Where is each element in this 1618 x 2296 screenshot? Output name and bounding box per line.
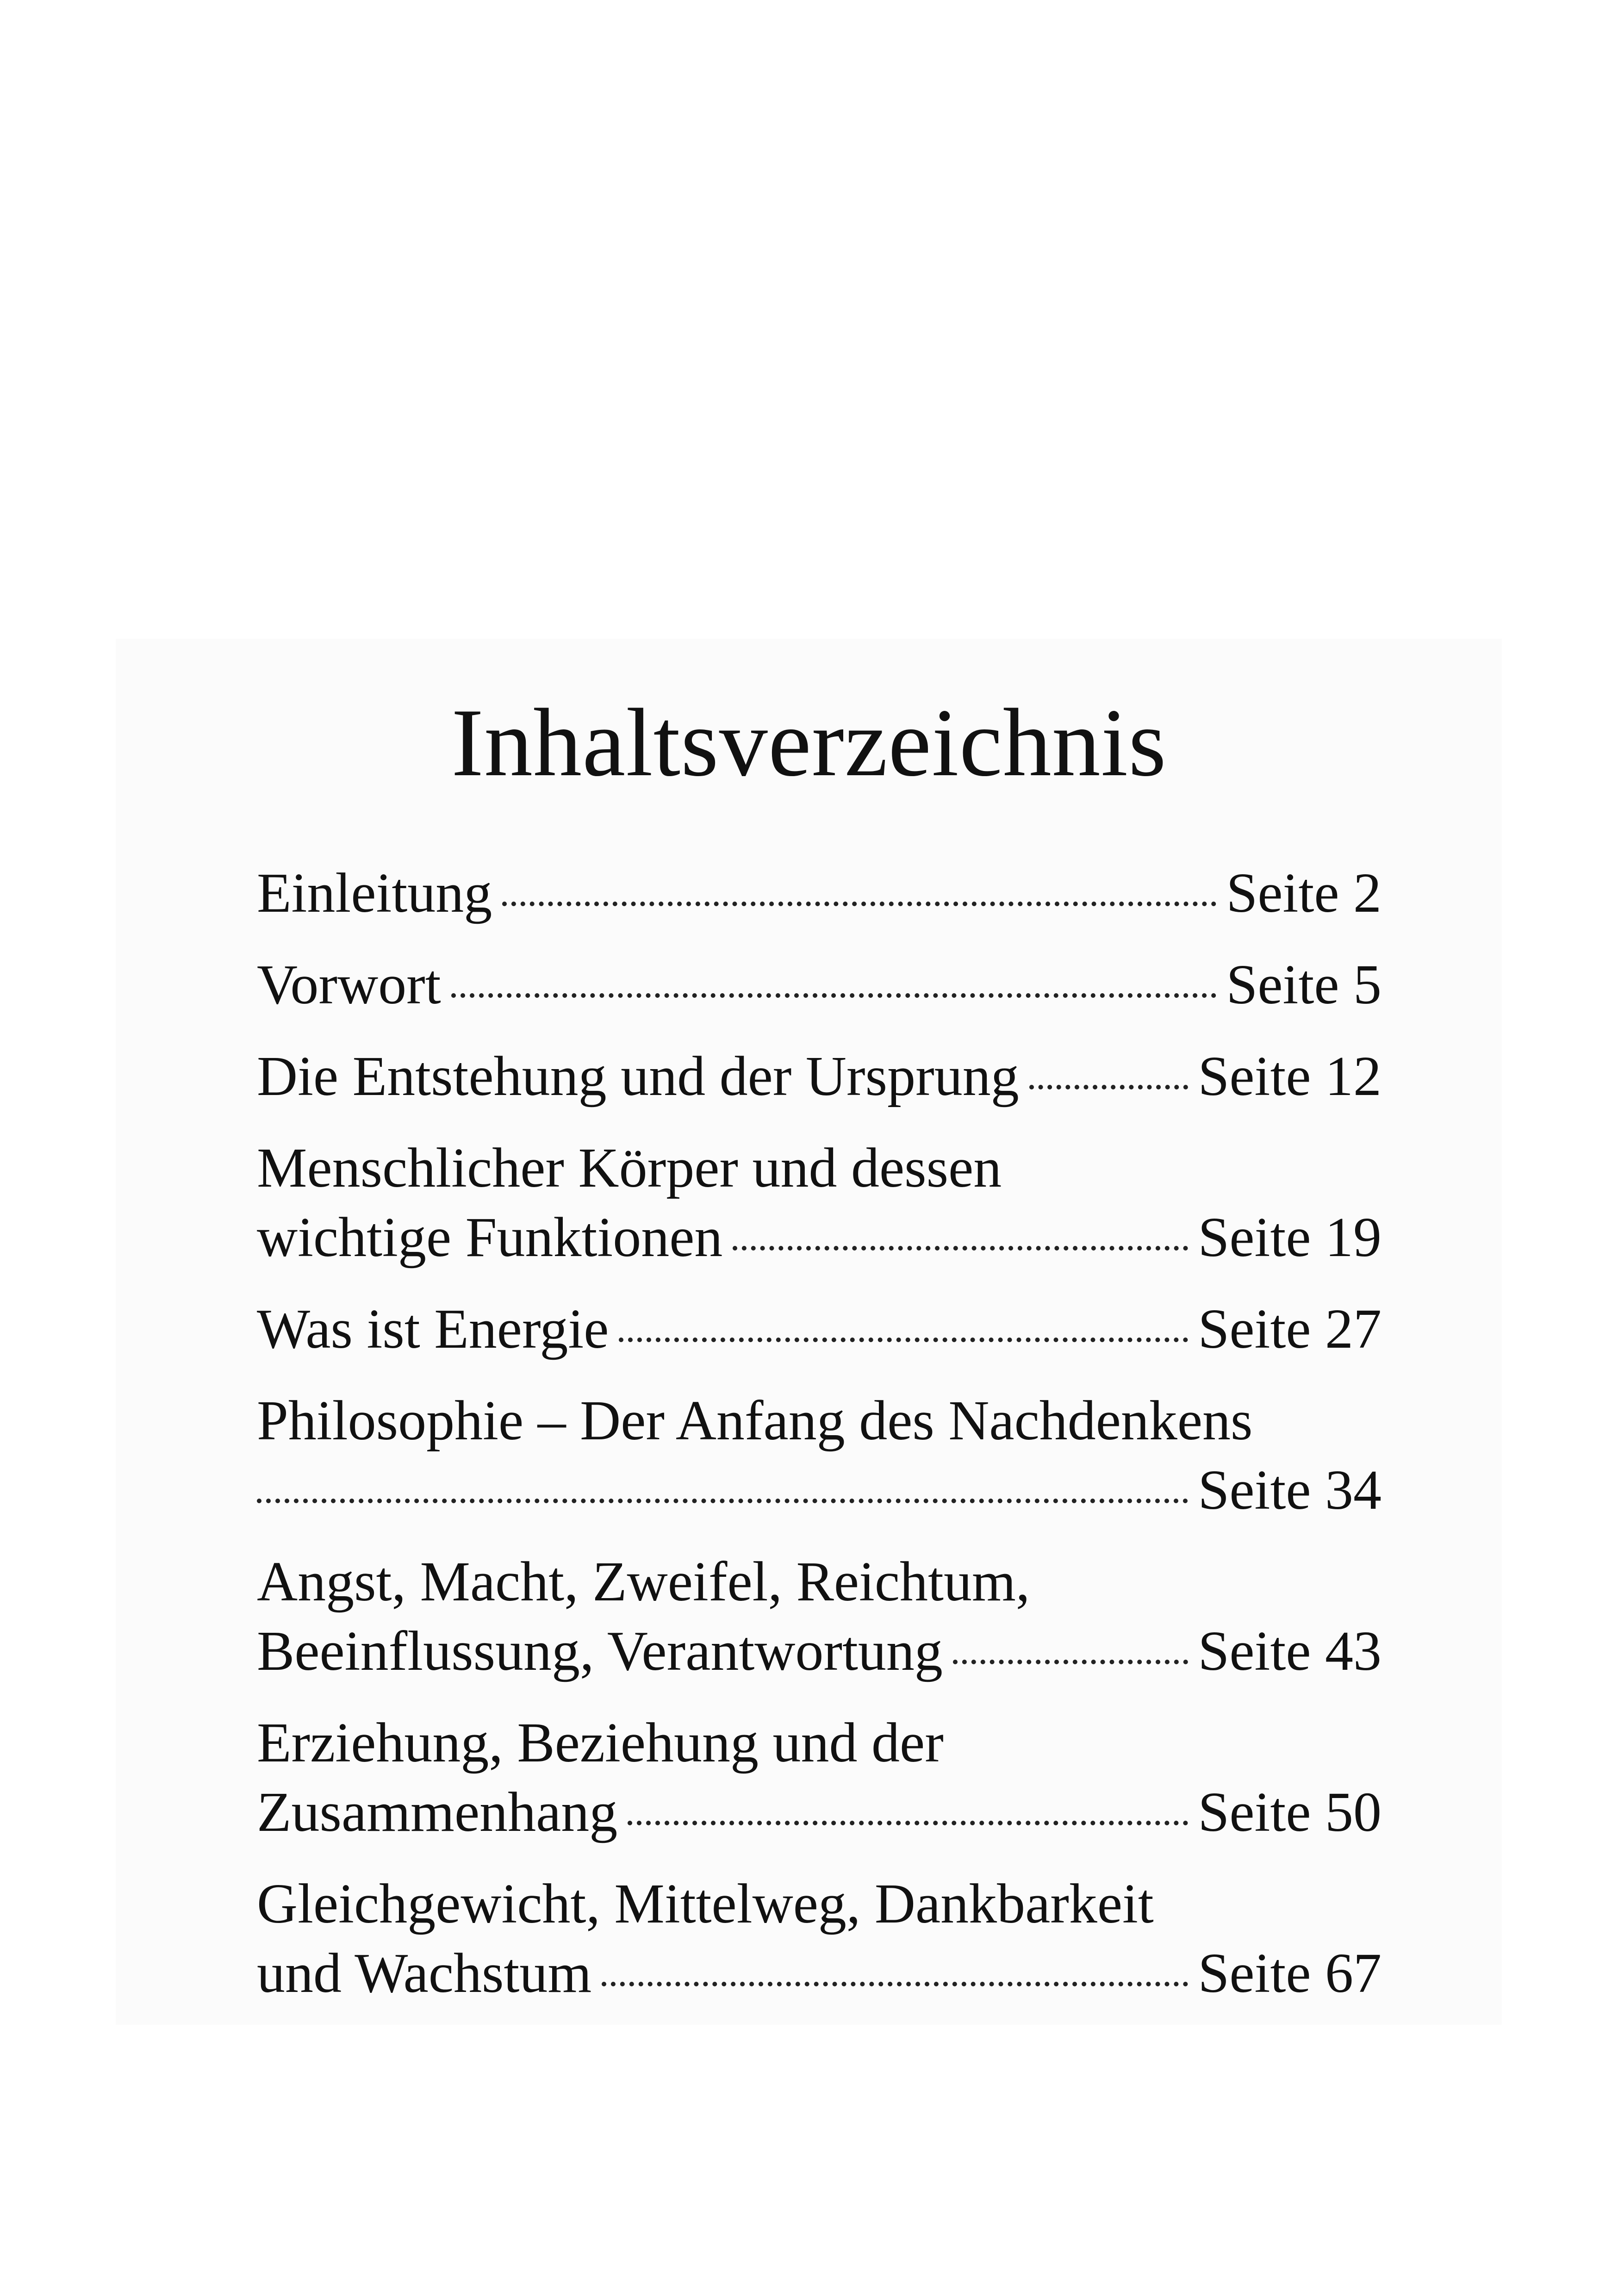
toc-page-number: Seite 2 xyxy=(1226,862,1382,924)
toc-entry-angst xyxy=(257,1547,1382,1686)
dot-leader xyxy=(619,1338,1188,1342)
dot-leader xyxy=(602,1982,1188,1986)
toc-page-number: Seite 27 xyxy=(1198,1298,1382,1360)
toc-entry-title: Einleitung xyxy=(257,862,492,924)
toc-entry-line xyxy=(257,1778,1382,1847)
toc-entry-line xyxy=(257,1939,1382,2008)
toc-page-number: Seite 50 xyxy=(1198,1781,1382,1843)
toc-entry-koerper xyxy=(257,1133,1382,1272)
toc-page-number: Seite 19 xyxy=(1198,1206,1382,1269)
toc-entry-title-continued: und Wachstum xyxy=(257,1942,592,2004)
toc-entry-line xyxy=(257,1547,1382,1617)
toc-entry-title: Angst, Macht, Zweifel, Reichtum, xyxy=(257,1550,1030,1613)
dot-leader xyxy=(628,1821,1188,1825)
toc-page-number: Seite 67 xyxy=(1198,1942,1382,2004)
toc-entry-line xyxy=(257,950,1382,1020)
toc-entry-line xyxy=(257,1042,1382,1111)
toc-entry-title: Gleichgewicht, Mittelweg, Dankbarkeit xyxy=(257,1873,1154,1935)
dot-leader xyxy=(733,1246,1188,1251)
toc-entry-title: Was ist Energie xyxy=(257,1298,609,1360)
toc-entry-energie xyxy=(257,1294,1382,1364)
toc-entry-title-continued: wichtige Funktionen xyxy=(257,1206,723,1269)
page-title: Inhaltsverzeichnis xyxy=(451,689,1167,796)
dot-leader xyxy=(502,902,1216,906)
dot-leader xyxy=(257,1499,1188,1503)
toc-entry-line xyxy=(257,1203,1382,1272)
dot-leader xyxy=(451,993,1216,998)
toc-entry-title: Philosophie – Der Anfang des Nachdenkens xyxy=(257,1389,1253,1452)
toc-entry-line xyxy=(257,1617,1382,1686)
toc-entry-line xyxy=(257,1456,1382,1525)
toc-page-number: Seite 5 xyxy=(1226,953,1382,1016)
toc-entry-line xyxy=(257,1869,1382,1939)
toc-page-number: Seite 43 xyxy=(1198,1620,1382,1682)
toc-entry-line xyxy=(257,1708,1382,1778)
toc-entry-line xyxy=(257,1133,1382,1203)
toc-page-number: Seite 12 xyxy=(1198,1045,1382,1108)
toc-entry-line xyxy=(257,1294,1382,1364)
toc-entry-gleichgewicht xyxy=(257,1869,1382,2008)
dot-leader xyxy=(953,1660,1188,1664)
table-of-contents xyxy=(257,859,1382,2030)
toc-entry-title-continued: Zusammenhang xyxy=(257,1781,618,1843)
toc-entry-philosophie xyxy=(257,1386,1382,1525)
toc-entry-title: Die Entstehung und der Ursprung xyxy=(257,1045,1019,1108)
dot-leader xyxy=(1029,1085,1188,1089)
toc-entry-line xyxy=(257,859,1382,928)
toc-entry-title-continued: Beeinflussung, Verantwortung xyxy=(257,1620,943,1682)
toc-entry-einleitung xyxy=(257,859,1382,928)
toc-entry-vorwort xyxy=(257,950,1382,1020)
toc-entry-erziehung xyxy=(257,1708,1382,1847)
toc-entry-title: Menschlicher Körper und dessen xyxy=(257,1137,1002,1199)
toc-entry-entstehung xyxy=(257,1042,1382,1111)
toc-entry-title: Erziehung, Beziehung und der xyxy=(257,1711,944,1774)
toc-entry-line xyxy=(257,1386,1382,1456)
toc-page-number: Seite 34 xyxy=(1198,1459,1382,1521)
toc-entry-title: Vorwort xyxy=(257,953,441,1016)
